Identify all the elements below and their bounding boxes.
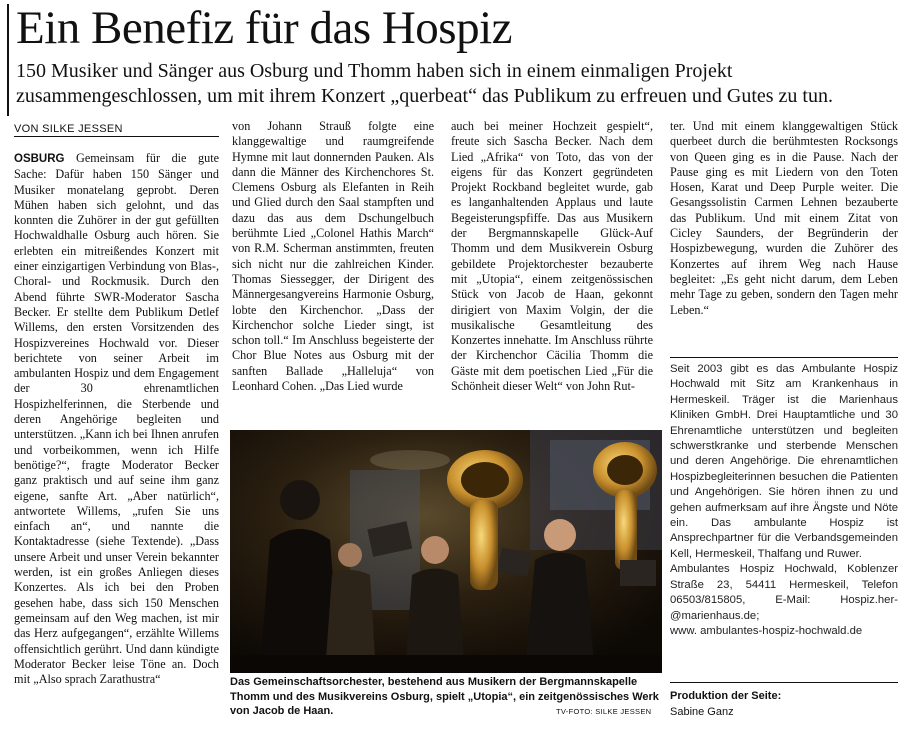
info-box-address: Ambulantes Hospiz Hochwald, Koblenzer Straße 23, 54411 Hermeskeil, Telefon 06503/815805, E-Mail: Hospiz.her-@marienhaus.de; <box>670 563 898 622</box>
article-column-1 <box>14 151 219 687</box>
headline-rule <box>7 4 9 116</box>
dateline-place: OSBURG <box>14 153 65 165</box>
column-2-text: von Johann Strauß folgte eine klanggewaltige und raumgreifende Hymne mit laut donnernden Pauken. Als dann die Männer des Kirchenchores St. Clemens Osburg als Elefanten in Reih und Glied durch den Saal stampften und dazu das aus dem Dschungelbuch berühmte Lied „Colonel Hathis March“ von R.M. Scherman anstimmten, freuten sich nicht nur die zahlreichen Kinder. Thomas Siessegger, der Dirigent des Männergesangvereins Harmonie Osburg, lobte den Kirchenchor. „Dass der Kirchenchor solche Lieder singt, ist schon toll.“ Im Anschluss begeisterte der Chor Blue Notes aus Osburg mit der sanften Ballade „Halleluja“ von Leonhard Cohen. „Das Lied wurde <box>232 119 434 394</box>
orchestra-photo-illustration <box>230 430 662 673</box>
production-rule <box>670 682 898 683</box>
production-label: Produktion der Seite: <box>670 690 782 702</box>
article-column-4 <box>670 119 898 318</box>
infobox-rule <box>670 357 898 358</box>
article-column-2 <box>232 119 434 394</box>
byline: VON SILKE JESSEN <box>14 123 123 135</box>
info-box-text: Seit 2003 gibt es das Ambulante Hospiz Hochwald mit Sitz am Krankenhaus in Hermeskeil. Träger ist die Marienhaus Kliniken GmbH. Drei Hauptamtliche und 30 Ehrenamtliche unterstützen und begleiten schwerstkranke und sterbende Menschen und deren Angehörige. Die ehrenamtlichen Hospizbegleiterinnen besuchen die Patienten und Angehörigen. Sie hören ihnen zu und gehen aufmerksam auf ihre Ängste und Nöte ein. Das ambulante Hospiz ist Ansprechpartner für die Verbandsgemeinden Kell, Hermeskeil, Thalfang und Ruwer. <box>670 363 898 560</box>
byline-rule <box>14 136 219 137</box>
subheadline: 150 Musiker und Sänger aus Osburg und Thomm haben sich in einem einmaligen Projekt zusammengeschlossen, um mit ihrem Konzert „querbeat“ das Publikum zu erfreuen und Gutes zu tun. <box>16 60 833 107</box>
info-box <box>670 362 898 639</box>
production-name: Sabine Ganz <box>670 706 734 718</box>
photo-credit: TV-FOTO: SILKE JESSEN <box>556 707 652 716</box>
photo-caption: Das Gemeinschaftsorchester, bestehend aus Musikern der Bergmannskapelle Thomm und des Musikvereins Osburg, spielt „Utopia“, ein zeitgenössisches Werk von Jacob de Haan. <box>230 676 659 718</box>
info-box-website: www. ambulantes-hospiz-hochwald.de <box>670 624 863 637</box>
headline: Ein Benefiz für das Hospiz <box>16 2 513 54</box>
article-column-3 <box>451 119 653 394</box>
column-3-text: auch bei meiner Hochzeit gespielt“, freute sich Sascha Becker. Nach dem Lied „Afrika“ von Toto, das von der eigens für das Konzert gegründeten Projekt Rockband begleitet wurde, gab es langanhaltenden Applaus und laute Begeisterungspfiffe. Das aus Musikern der Bergmannskapelle Glück-Auf Thomm und dem Musikverein Osburg gebildete Projektorchester bezauberte mit „Utopia“, einem zeitgenössischen Stück von Jacob de Haan, gekonnt dirigiert von Maxim Volgin, der die musikalische Gesamtleitung des Konzertes innehatte. Im Anschluss rührte der Kirchenchor Cäcilia Thomm die Gäste mit dem poetischen Lied „Für die Schönheit dieser Welt“ von John Rut- <box>451 119 653 394</box>
column-1-text: Gemeinsam für die gute Sache: Dafür haben 150 Sänger und Musiker monatelang geprobt. Deren Mühen haben sich gelohnt, und das konnten die Zuhörer in der gut gefüllten Hochwaldhalle Osburg auch hören. Sie erlebten ein mitreißendes Konzert mit einer einzigartigen Verbindung von Blas-, Choral- und Rockmusik. Durch den Abend führte SWR-Moderator Sascha Becker. Er stellte dem Publikum Detlef Willems, den ersten Vorsitzenden des Hospizvereines Hochwald vor. Dieser berichtete von seiner Arbeit im ambulanten Hospiz und dem Engagement der 30 ehrenamtlichen Hospizhelferinnen, die Sterbende und deren Angehörige begleiten und unterstützen. „Kann ich bei Ihnen anrufen und vorbeikommen, wenn ich Hilfe benötige?“, fragte Moderator Becker ganz praktisch und auf seine ihm ganz eigene, sanfte Art. „Aber natürlich“, antwortete Willems, „rufen Sie uns einfach an“, und nannte die Kontaktadresse (siehe Textende). „Dass unsere Arbeit und unser Verein bekannter werden, ist ein großes Anliegen dieses Konzertes. Als ich bei den Proben gesehen habe, dass sich 150 Menschen gemeinsam auf den Weg machen, ist mir das Herz aufgegangen“, erzählte Willems offensichtlich gerührt. Und dann kündigte Moderator Becker leise Töne an. Doch mit „Also sprach Zarathustra“ <box>14 151 219 687</box>
column-4-text: ter. Und mit einem klanggewaltigen Stück querbeet durch die berühmtesten Rocksongs von Queen ging es in die Pause. Nach der Pause ging es mit Liedern von den Toten Hosen, Karat und Deep Purple weiter. Die Gesangssolistin Carmen Lehnen bezauberte das Publikum. Und mit einem Zitat von Cicley Saunders, der Begründerin der Hospizbewegung, wurden die Zuhörer des Konzertes auf ihrem Weg nach Hause begleitet: „Es geht nicht darum, dem Leben mehr Tage zu geben, sondern den Tagen mehr Leben.“ <box>670 119 898 317</box>
orchestra-photo <box>230 430 662 673</box>
